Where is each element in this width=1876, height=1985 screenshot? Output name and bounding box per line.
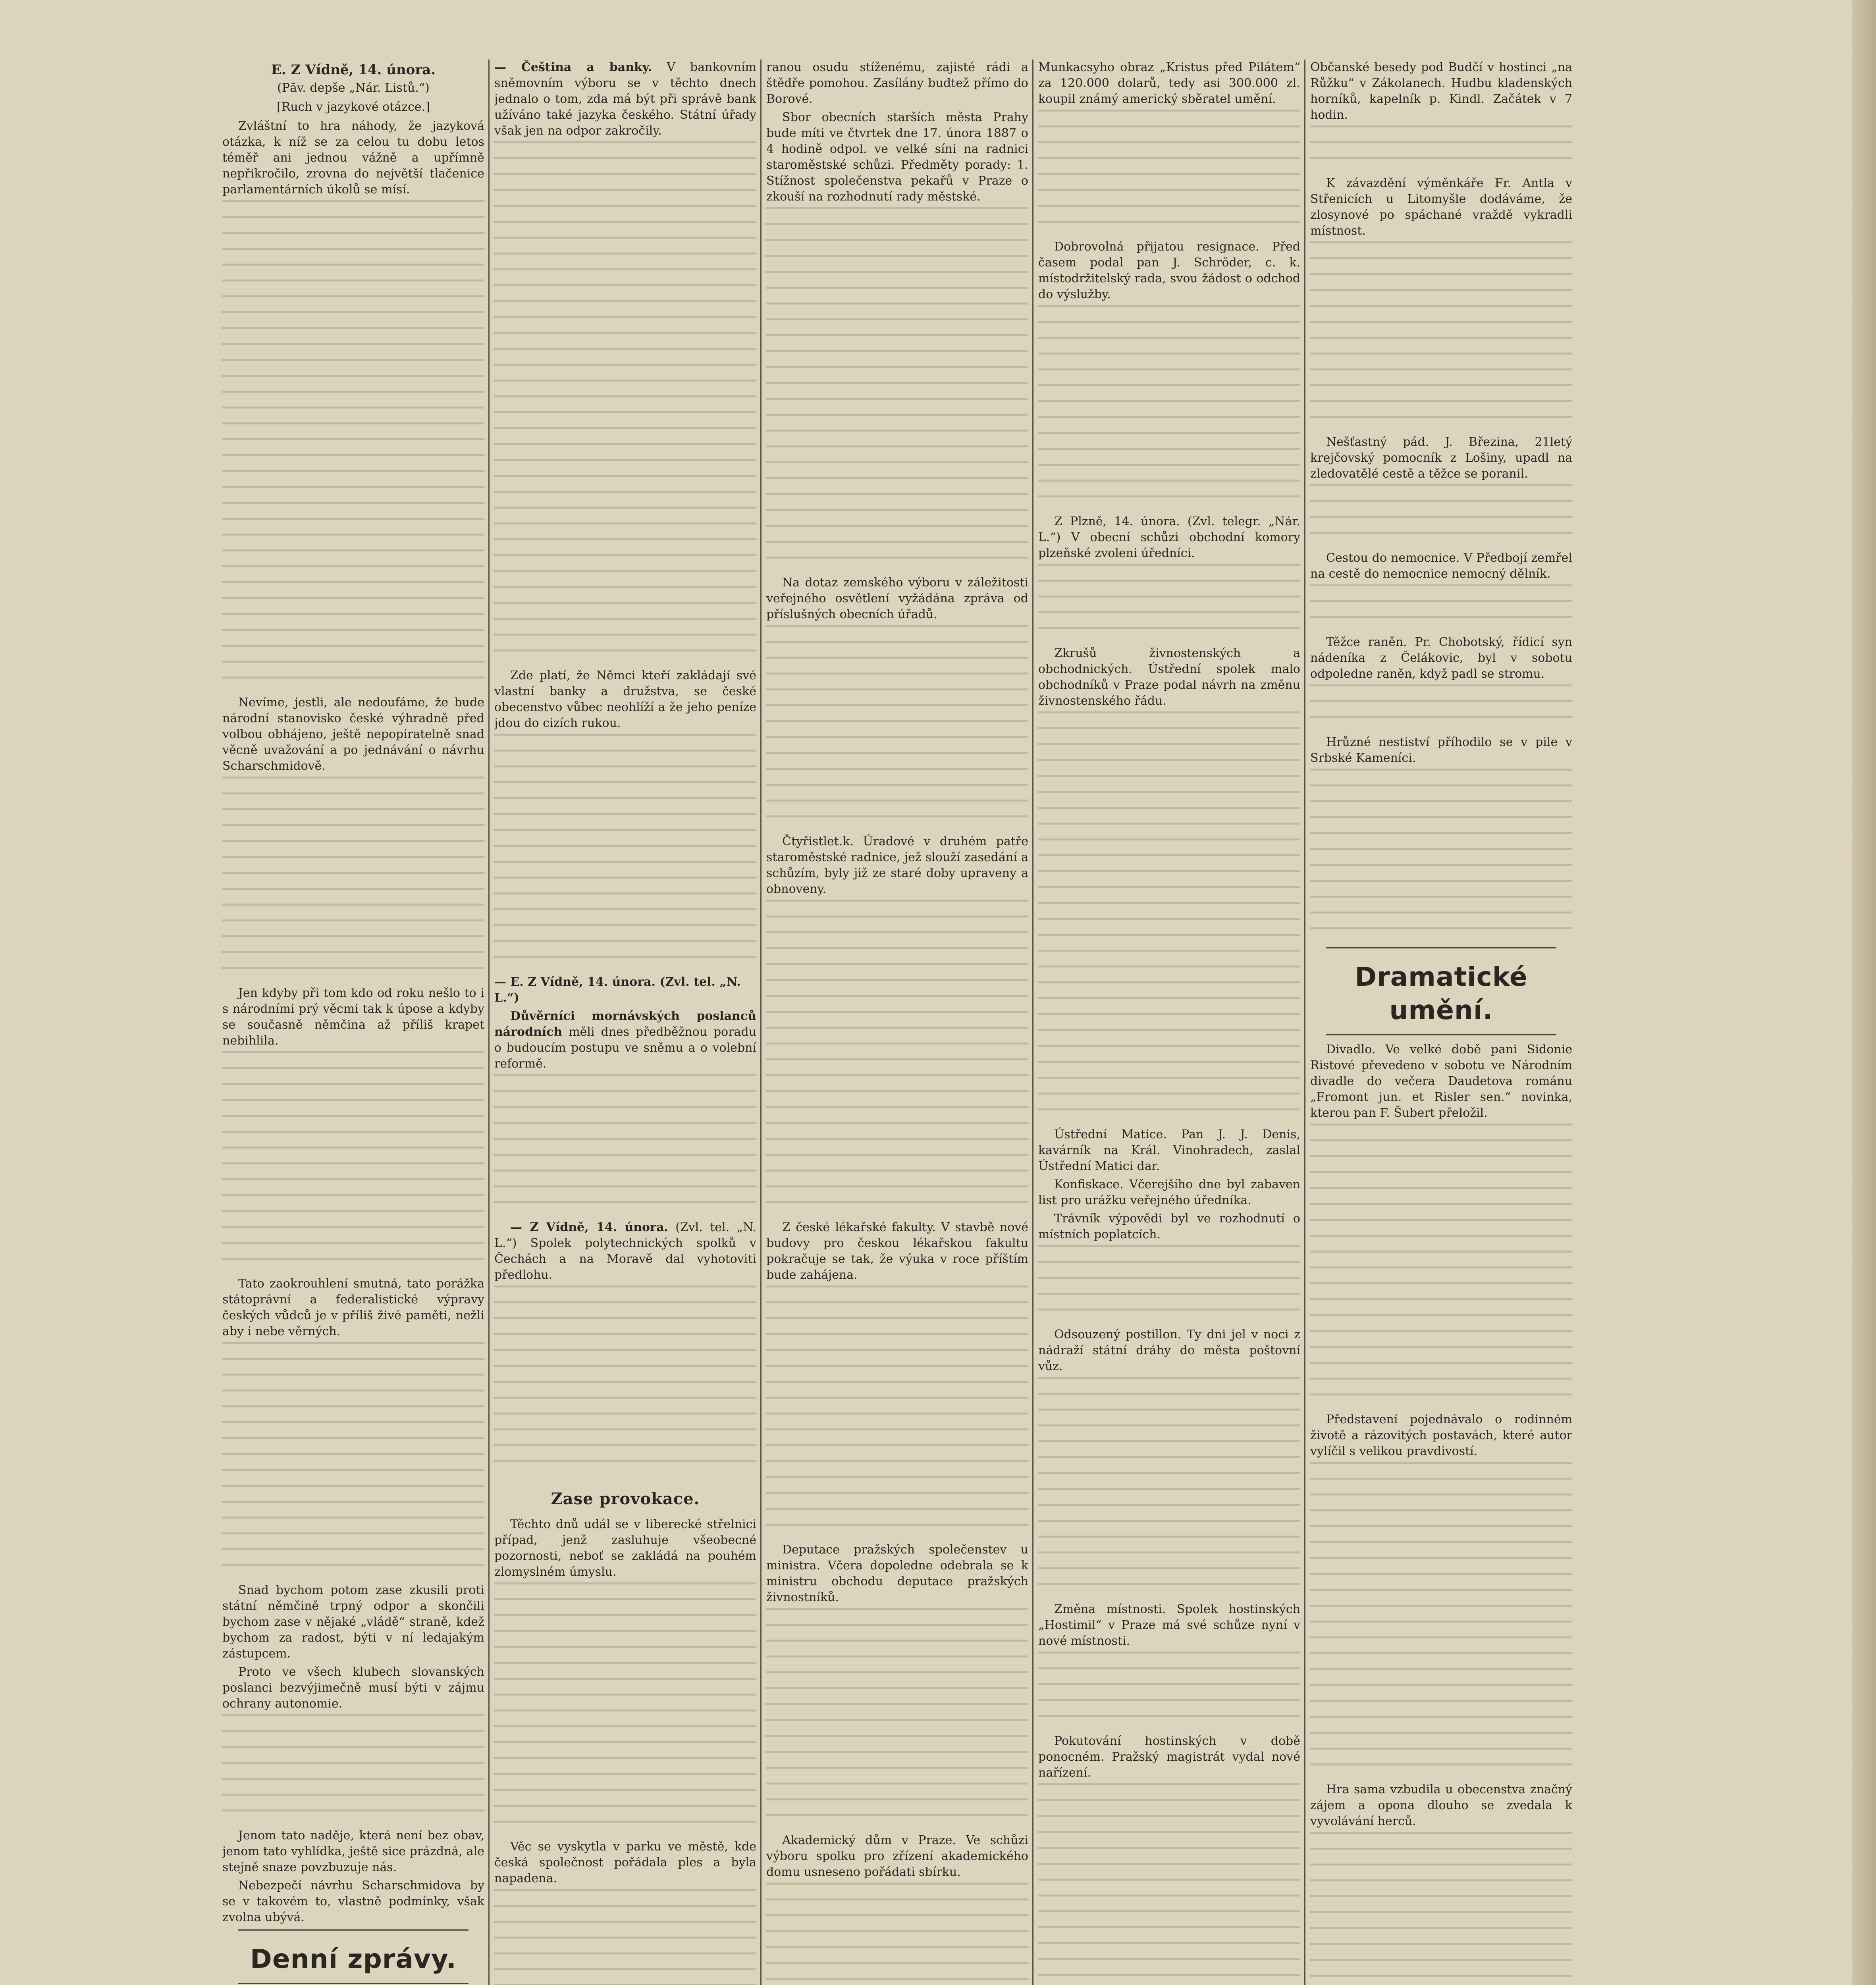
paragraph: Zkrušů živnostenských a obchodnických. Ústřední spolek malo obchodníků v Praze podal návrh na změnu živnostenského řádu. [1038,646,1300,708]
paragraph: Věc se vyskytla v parku ve městě, kde česká společnost pořádala ples a byla napadena. [494,1840,756,1885]
paragraph: Jenom tato naděje, která není bez obav, jenom tato vyhlídka, ještě sice prázdná, ale stejně snaze povzbuzuje nás. [222,1829,484,1874]
news-title: — Čeština a banky. [494,60,652,74]
text-block [494,1074,756,1217]
section-title-drama: Dramatické umění. [1355,962,1528,1025]
text-block [1310,1124,1572,1409]
paragraph: Nebezpečí návrhu Scharschmidova by se v takovém to, vlastně podmínky, však zvolna ubývá. [222,1879,484,1924]
paragraph: Akademický dům v Praze. Ve schůzi výboru spolku pro zřízení akademického domu usneseno pořádati sbírku. [766,1833,1028,1879]
paragraph: Odsouzený postillon. Ty dni jel v noci z nádraží státní dráhy do města poštovní vůz. [1038,1328,1300,1373]
text-block [222,200,484,692]
paragraph: Cestou do nemocnice. V Předbojí zemřel na cestě do nemocnice nemocný dělník. [1310,551,1572,581]
paragraph: Divadlo. Ve velké době pani Sidonie Ristové převedeno v sobotu ve Národním divadle do večera Daudetova románu „Fromont jun. et Risler sen.“ novinka, kterou pan F. Šubert přeložil. [1310,1043,1572,1120]
paragraph: Hrůzné nestiství příhodilo se v pile v Srbské Kameníci. [1310,735,1572,765]
news-item: Zde platí, že Němci kteří zakládají své vlastní banky a družstva, se české obecenstvo vůbec neohlíží a že jeho peníze jdou do cizích rukou. [494,669,756,730]
text-block [766,900,1028,1217]
text-block [1038,711,1300,1124]
paragraph: K závazdění výměnkáře Fr. Antla v Střenicích u Litomyšle dodáváme, že zlosynové po spáchané vraždě vykradli místnost. [1310,176,1572,238]
text-block [766,1883,1028,1985]
divider [1326,1034,1556,1035]
text-block [494,1582,756,1837]
column-rule [1032,60,1033,1985]
paragraph: Pokutování hostinských v době ponocném. Pražský magistrát vydal nové nařízení. [1038,1734,1300,1780]
page-edge [1852,0,1876,1985]
text-block [766,207,1028,572]
divider [1326,947,1556,948]
column-rule [760,60,762,1985]
text-block [1038,1377,1300,1599]
paragraph: Nevíme, jestli, ale nedoufáme, že bude národní stanovisko české výhradně před volbou obhájeno, ještě nepopiratelně snad věcně uvažování a po jednávání o návrhu Scharschmidově. [222,696,484,773]
paragraph: Občanské besedy pod Budčí v hostinci „na Růžku“ v Zákolanech. Hudbu kladenských horníků, kapelník p. Kindl. Začátek v 7 hodin. [1310,60,1572,122]
paragraph: Nešťastný pád. J. Březina, 21letý krejčovský pomocník z Lošiny, upadl na zledovatělé cestě a těžce se poranil. [1310,435,1572,481]
text-block [766,1285,1028,1540]
article-heading: [Ruch v jazykové otázce.] [277,100,430,114]
paragraph: Čtyřistlet.k. Úradové v druhém patře staroměstské radnice, jež slouží zasedání a schůzím, byly již ze staré doby upraveny a obnoveny. [766,834,1028,896]
paragraph: Dobrovolná přijatou resignace. Před časem podal pan J. Schröder, c. k. místodržitelský rada, svou žádost o odchod do výslužby. [1038,240,1300,301]
paragraph: ranou osudu stíženému, zajisté rádi a štědře pomohou. Zasílány budtež přímo do Borové. [766,60,1028,106]
text-block [222,1714,484,1825]
column-3 [766,60,1028,1985]
text-block [1310,1832,1572,1985]
paragraph: Na dotaz zemského výboru v záležitosti veřejného osvětlení vyžádána zpráva od příslušných obecních úřadů. [766,576,1028,621]
paragraph: Z Plzně, 14. února. (Zvl. telegr. „Nár. L.“) V obecní schůzi obchodní komory plzeňské zvoleni úředníci. [1038,515,1300,560]
text-block [494,1889,756,1985]
paragraph: Těžce raněn. Pr. Chobotský, řídicí syn nádeníka z Čelákovic, byl v sobotu odpoledne raněn, když padl se stromu. [1310,635,1572,681]
column-rule [488,60,490,1985]
news-text: (Zvl. tel. „N. L.“) Spolek polytechnických spolků v Čechách a na Moravě dal vyhotoviti předlohu. [494,1220,756,1282]
text-block [1310,769,1572,943]
dateline-telegram: — E. Z Vídně, 14. února. (Zvl. tel. „N. L.“) [494,975,741,1005]
paragraph: Těchto dnů udál se v liberecké střelnici případ, jenž zasluhuje všeobecné pozornosti, neboť se zakládá na pouhém zlomyslném úmyslu. [494,1517,756,1579]
text-block [1310,684,1572,732]
paragraph: Představení pojednávalo o rodinném životě a rázovitých postavách, které autor vylíčil s velikou pravdivostí. [1310,1413,1572,1458]
paragraph: Konfiskace. Včerejšího dne byl zabaven list pro urážku veřejného úředníka. [1038,1178,1300,1207]
paragraph: Jen kdyby při tom kdo od roku nešlo to i s národními prý věcmi tak k úpose a kdyby se současně němčina až příliš krapet nebihlila. [222,986,484,1048]
news-text: měli dnes předběžnou poradu o budoucím postupu ve sněmu a o volební reformě. [494,1025,756,1071]
text-block [1310,584,1572,632]
section-title-news: Denní zprávy. [250,1944,457,1974]
paragraph: Proto ve všech klubech slovanských poslanci bezvýjimečně musí býti v zájmu ochrany autonomie. [222,1665,484,1711]
text-block [222,1051,484,1274]
paragraph: Sbor obecních starších města Prahy bude míti ve čtvrtek dne 17. února 1887 o 4 hodině odpol. ve velké síni na radnici staroměstské schůzi. Předměty porady: 1. Stížnost společenstva pekařů v Praze o zkouší na rozhodnutí rady městské. [766,110,1028,204]
text-block [1038,1245,1300,1324]
text-block [1038,110,1300,237]
news-text: V bankovním sněmovním výboru se v těchto dnech jednalo o tom, zda má být při správě bank užíváno také jazyka českého. Státní úřady však jen na odpor zakročily. [494,60,756,138]
text-block [1038,1652,1300,1731]
text-block [766,1608,1028,1830]
paragraph: Hra sama vzbudila u obecenstva značný zájem a opona dlouho se zvedala k vyvolávání herců. [1310,1783,1572,1828]
column-1 [222,60,484,1985]
dateline-source: (Păv. depše „Nár. Listů.“) [277,81,430,95]
paragraph: Deputace pražských společenstev u ministra. Včera dopoledne odebrala se k ministru obchodu deputace pražských živnostníků. [766,1543,1028,1604]
article-heading-provocation: Zase provokace. [551,1490,700,1508]
text-block [494,141,756,665]
text-block [1310,125,1572,173]
divider [238,1929,469,1931]
column-rule [1304,60,1305,1985]
column-4 [1038,60,1300,1985]
text-block [494,734,756,972]
text-block [1038,1783,1300,1985]
news-item [494,60,756,139]
text-block [494,1285,756,1476]
paragraph: Zvláštní to hra náhody, že jazyková otázka, k níž se za celou tu dobu letos téměř ani jednou vážně a upřímně nepřikročilo, zrovna do největší tlačenice parlamentárních úkolů se mísí. [222,119,484,197]
text-block [1310,1462,1572,1779]
paragraph: Změna místnosti. Spolek hostinských „Hostimil“ v Praze má své schůze nyní v nové místnosti. [1038,1602,1300,1648]
text-block [1310,484,1572,548]
divider [238,1983,469,1984]
paragraph: Trávník výpovědi byl ve rozhodnutí o místních poplatcích. [1038,1212,1300,1241]
paragraph: Ústřední Matice. Pan J. J. Denis, kavárník na Král. Vinohradech, zaslal Ústřední Matici dar. [1038,1127,1300,1173]
paragraph: Z české lékařské fakulty. V stavbě nové budovy pro českou lékařskou fakultu pokračuje se tak, že výuka v roce příštím bude zahájena. [766,1220,1028,1282]
text-block [1038,305,1300,511]
text-block [1038,564,1300,643]
text-block [222,1342,484,1580]
news-item [494,1008,756,1072]
news-item [494,1220,756,1283]
column-2 [494,60,756,1985]
paragraph: Tato zaokrouhlení smutná, tato porážka státoprávní a federalistické výpravy českých vůdců je v příliš živé paměti, nežli aby i nebe věrných. [222,1277,484,1338]
column-5 [1310,60,1572,1985]
text-block [222,777,484,983]
news-title: — Z Vídně, 14. února. [510,1220,668,1234]
dateline-vienna: E. Z Vídně, 14. února. [271,62,436,78]
text-block [1310,241,1572,432]
paragraph: Munkacsyho obraz „Kristus před Pilátem“ za 120.000 dolarů, tedy asi 300.000 zl. koupil známý americký sběratel umění. [1038,60,1300,106]
news-title: Důvěrníci mornávských poslanců národních [494,1009,756,1039]
paragraph: Snad bychom potom zase zkusili proti státní němčině trpný odpor a skončili bychom zase v nějaké „vládě“ straně, kdež bychom za radost, býti v ní ledajakým zástupcem. [222,1583,484,1661]
text-block [766,625,1028,831]
